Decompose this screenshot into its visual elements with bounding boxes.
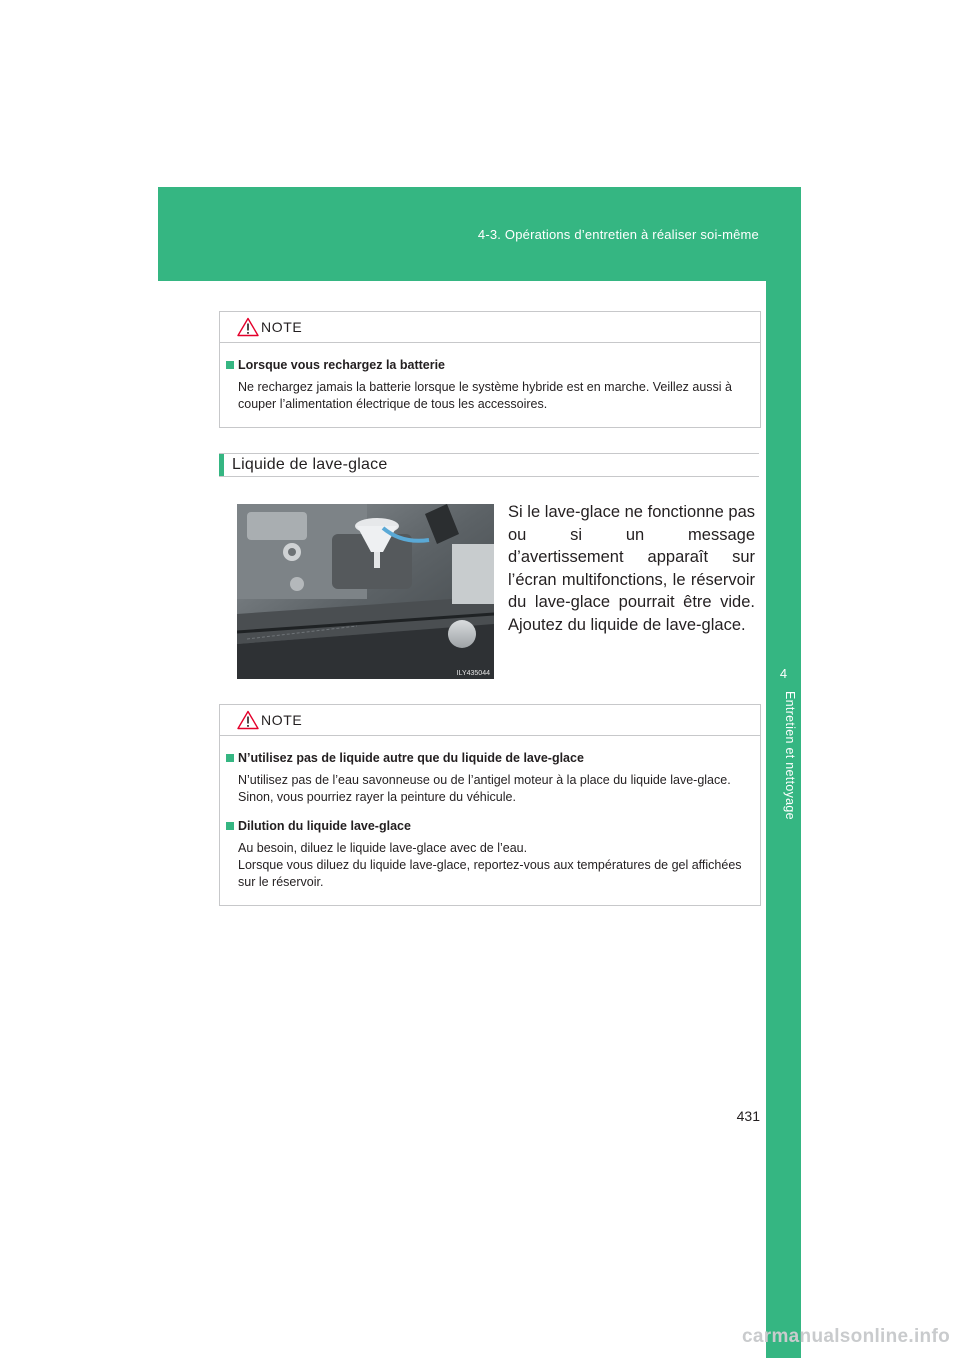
- warning-triangle-icon: [237, 317, 259, 337]
- engine-bay-illustration: [237, 504, 494, 679]
- note-item-text: [226, 840, 754, 891]
- note-item: [226, 748, 754, 806]
- watermark: carmanualsonline.info: [742, 1326, 950, 1347]
- note-item: [226, 355, 754, 413]
- note-item-title: N’utilisez pas de liquide autre que du liquide de lave-glace: [238, 751, 584, 765]
- note-item-title: Dilution du liquide lave-glace: [238, 819, 411, 833]
- warning-triangle-icon: [237, 710, 259, 730]
- section-heading: [219, 453, 759, 477]
- chapter-label: Entretien et nettoyage: [783, 691, 797, 820]
- image-code: ILY435044: [456, 670, 490, 677]
- note-item-title: Lorsque vous rechargez la batterie: [238, 358, 446, 372]
- note-item-text: [226, 772, 754, 806]
- note-title: NOTE: [261, 319, 303, 335]
- square-bullet-icon: [226, 754, 234, 762]
- note-item-line: Au besoin, diluez le liquide lave-glace avec de l’eau.: [238, 841, 528, 855]
- note-header: [220, 705, 760, 736]
- header-band: [158, 187, 801, 281]
- note-header: [220, 312, 760, 343]
- note-item-line: Sinon, vous pourriez rayer la peinture du véhicule.: [238, 790, 516, 804]
- washer-fluid-photo: [237, 504, 494, 679]
- note-box-washer-fluid: [219, 704, 761, 906]
- section-title: Liquide de lave-glace: [232, 456, 388, 473]
- page-number: 431: [736, 1108, 760, 1124]
- chapter-number: 4: [779, 666, 788, 681]
- note-item-line: N’utilisez pas de l’eau savonneuse ou de l’antigel moteur à la place du liquide lave-glace.: [238, 773, 731, 787]
- note-item-text: Ne rechargez jamais la batterie lorsque le système hybride est en marche. Veillez aussi à couper l’alimentation électrique de tous les accessoires.: [238, 380, 732, 411]
- chapter-side-tab: [766, 281, 801, 1358]
- square-bullet-icon: [226, 361, 234, 369]
- section-header-title: 4-3. Opérations d’entretien à réaliser soi-même: [477, 227, 759, 242]
- note-item: [226, 816, 754, 891]
- note-title: NOTE: [261, 712, 303, 728]
- note-box-battery: [219, 311, 761, 428]
- section-accent-bar: [219, 454, 224, 476]
- square-bullet-icon: [226, 822, 234, 830]
- note-item-line: Lorsque vous diluez du liquide lave-glace, reportez-vous aux températures de gel affichées sur le réservoir.: [238, 858, 742, 889]
- washer-fluid-paragraph: Si le lave-glace ne fonctionne pas ou si un message d’avertissement apparaît sur l’écran multifonctions, le réservoir du lave-glace pourrait être vide. Ajoutez du liquide de lave-glace.: [508, 503, 755, 634]
